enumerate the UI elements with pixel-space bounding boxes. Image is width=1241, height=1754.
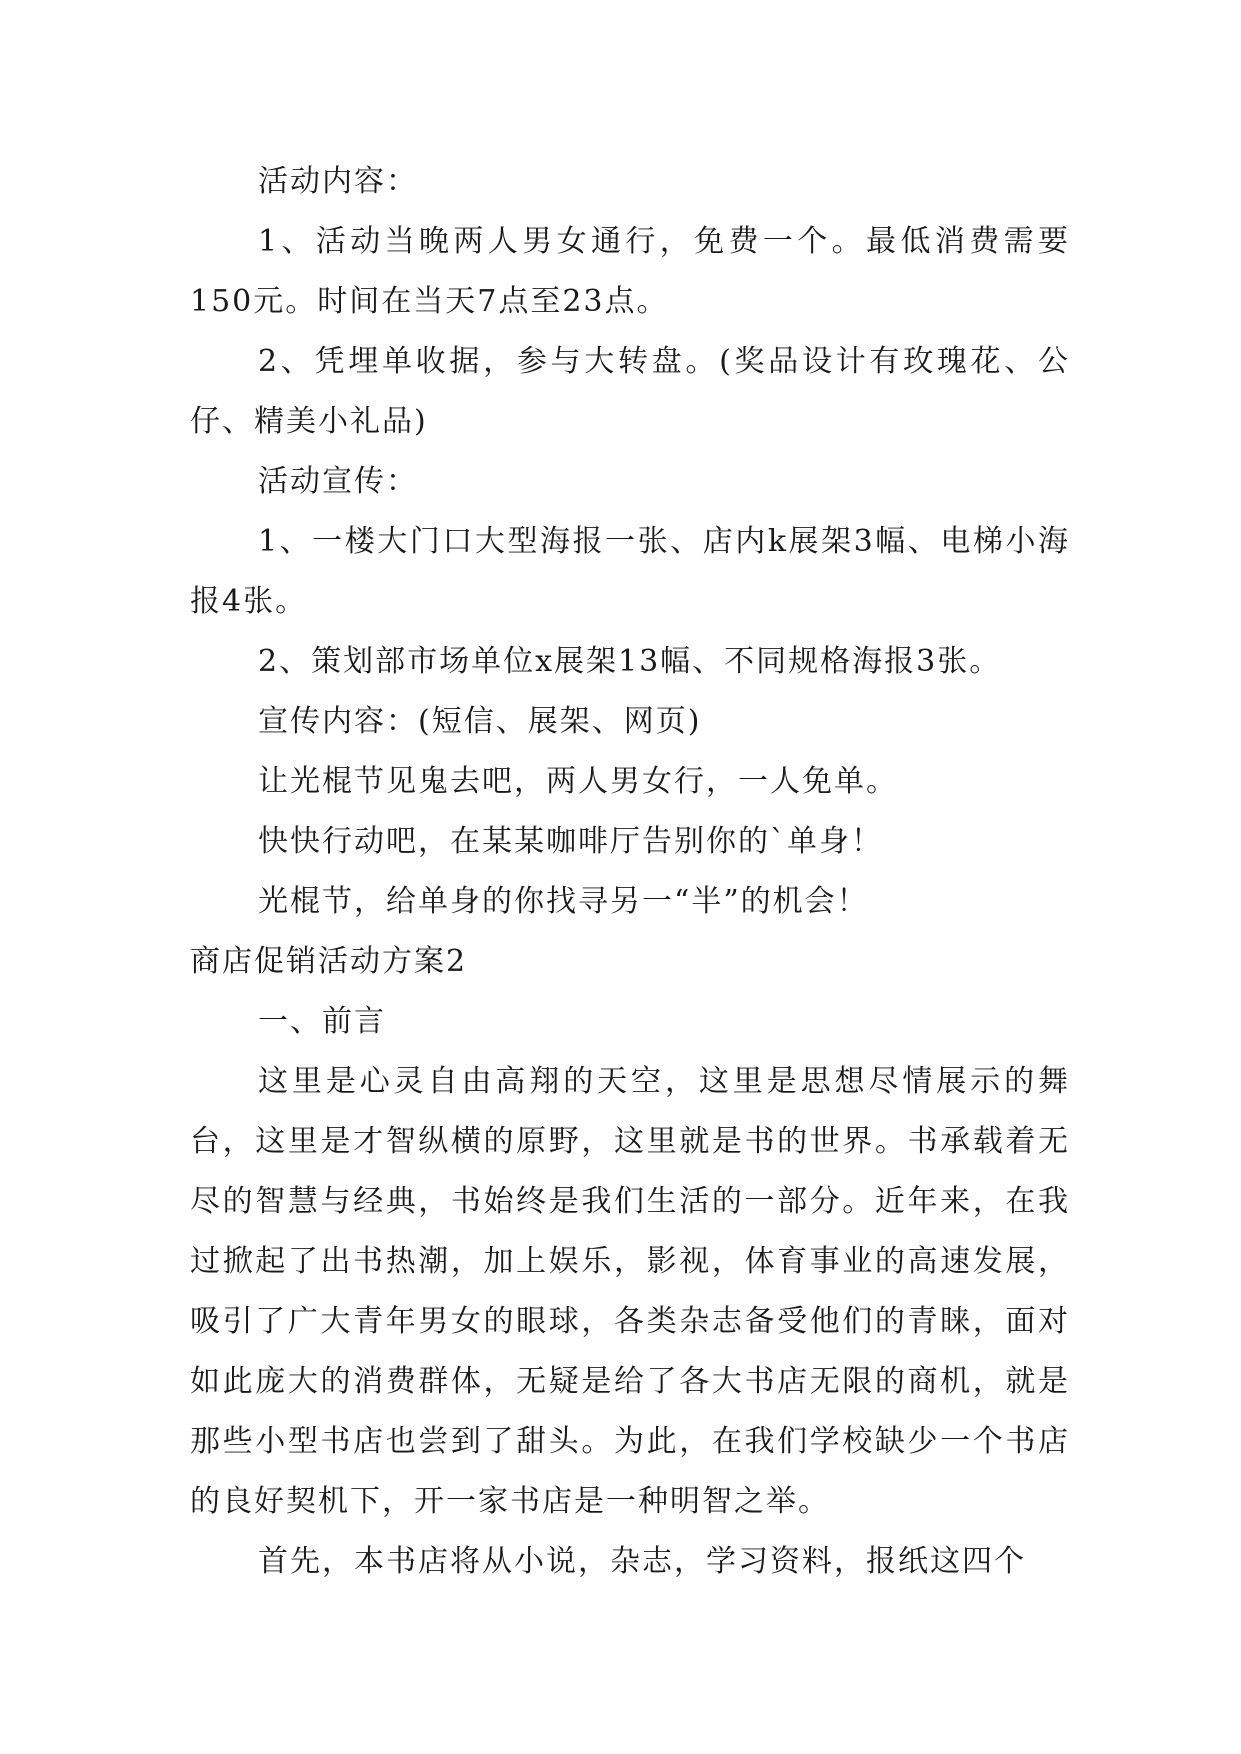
paragraph: 让光棍节见鬼去吧，两人男女行，一人免单。 (258, 764, 898, 799)
document-body (190, 152, 1070, 1592)
paragraph: 2、凭埋单收据，参与大转盘。(奖品设计有玫瑰花、公仔、精美小礼品) (190, 344, 1070, 439)
paragraph: 2、策划部市场单位x展架13幅、不同规格海报3张。 (258, 644, 1002, 679)
paragraph: 一、前言 (258, 1004, 386, 1039)
paragraph: 首先，本书店将从小说，杂志，学习资料，报纸这四个 (258, 1544, 1026, 1579)
paragraph: 光棍节，给单身的你找寻另一“半”的机会！ (258, 884, 869, 919)
paragraph: 1、一楼大门口大型海报一张、店内k展架3幅、电梯小海报4张。 (190, 524, 1070, 619)
paragraph: 1、活动当晚两人男女通行，免费一个。最低消费需要150元。时间在当天7点至23点。 (190, 224, 1070, 319)
paragraph: 快快行动吧，在某某咖啡厅告别你的`单身！ (258, 824, 883, 859)
paragraph: 宣传内容：(短信、展架、网页) (258, 704, 702, 739)
paragraph: 活动内容： (258, 164, 418, 199)
section-heading: 商店促销活动方案2 (190, 944, 468, 979)
paragraph: 这里是心灵自由高翔的天空，这里是思想尽情展示的舞台，这里是才智纵横的原野，这里就是书的世界。书承载着无尽的智慧与经典，书始终是我们生活的一部分。近年来，在我过掀起了出书热潮，加上娱乐，影视，体育事业的高速发展，吸引了广大青年男女的眼球，各类杂志备受他们的青睐，面对如此庞大的消费群体，无疑是给了各大书店无限的商机，就是那些小型书店也尝到了甜头。为此，在我们学校缺少一个书店的良好契机下，开一家书店是一种明智之举。 (190, 1064, 1070, 1519)
paragraph: 活动宣传： (258, 464, 418, 499)
